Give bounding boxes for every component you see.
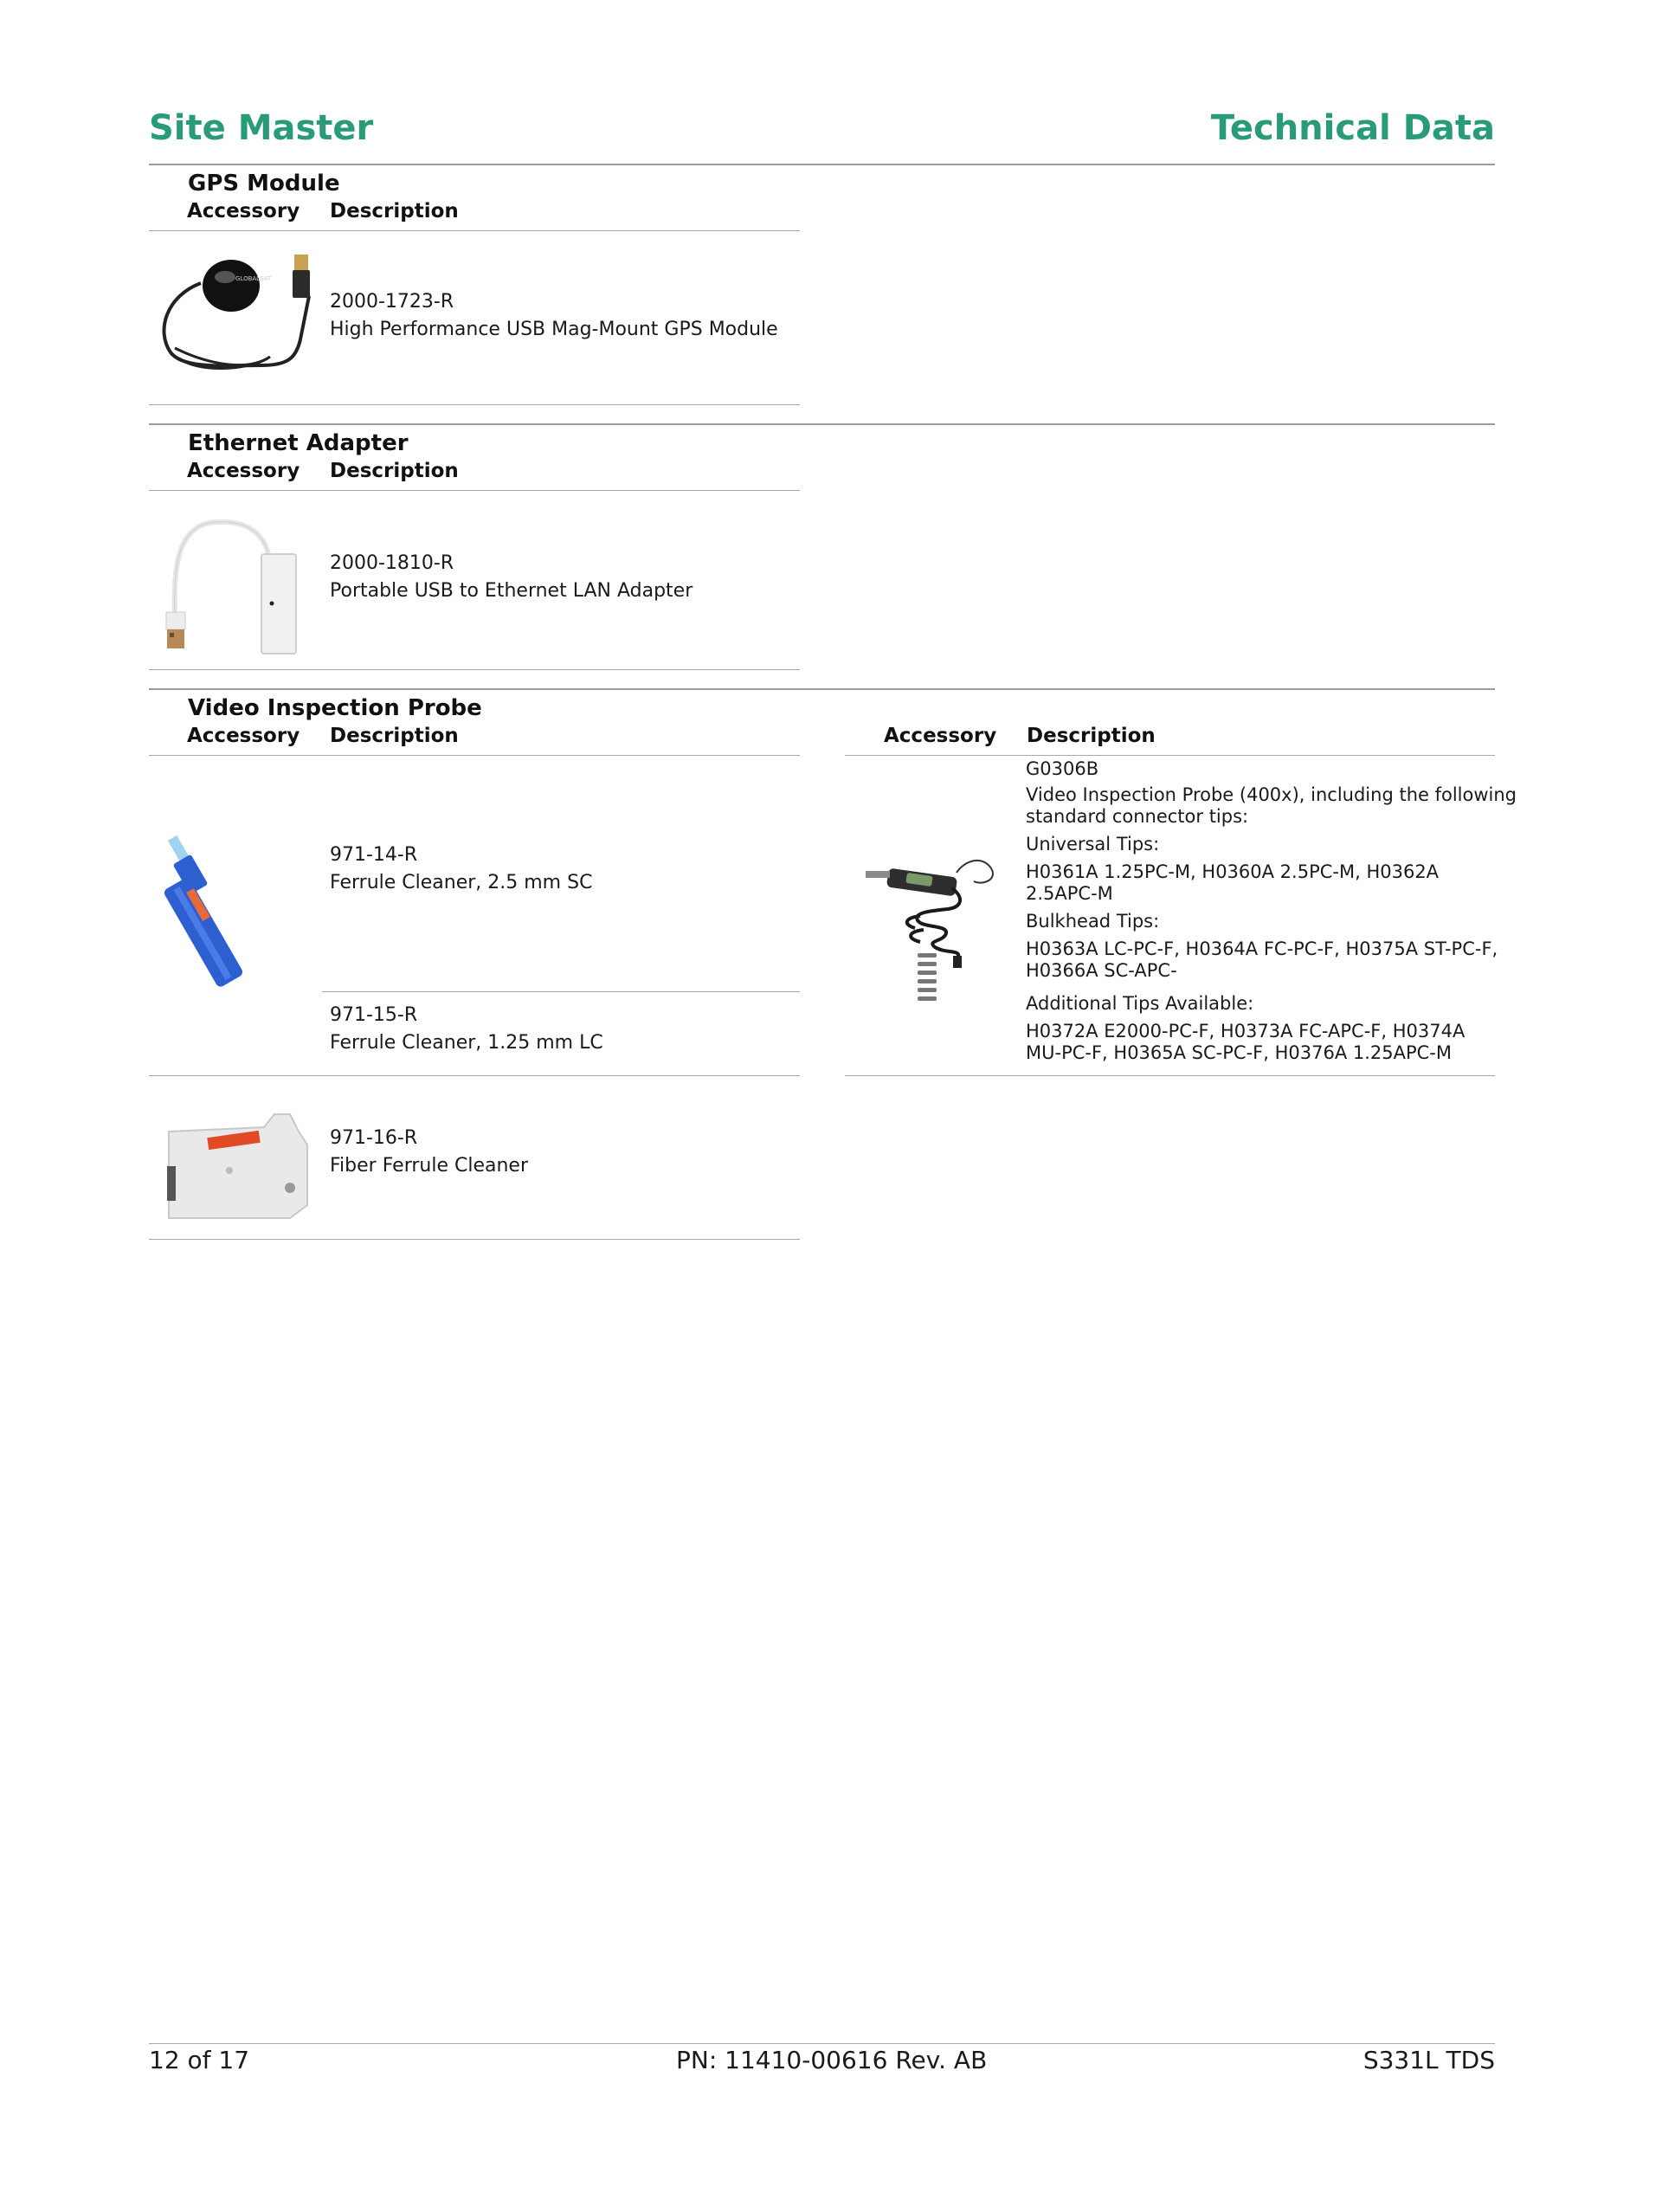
ethernet-top-rule: [149, 423, 1495, 425]
video-item-1-part: 971-14-R: [330, 844, 418, 866]
ethernet-part-number: 2000-1810-R: [330, 552, 454, 574]
footer-doc-name: S331L TDS: [1362, 2046, 1495, 2074]
probe-additional-line-1: H0372A E2000-PC-F, H0373A FC-APC-F, H0374A: [1026, 1021, 1466, 1042]
ethernet-col-description: Description: [330, 460, 459, 482]
ferrule-cleaner-image: [156, 831, 312, 991]
video-right-bottom-rule: [845, 1075, 1495, 1076]
video-right-col-accessory: Accessory: [884, 725, 997, 747]
footer-part-number: PN: 11410-00616 Rev. AB: [676, 2046, 988, 2074]
gps-part-number: 2000-1723-R: [330, 291, 454, 313]
video-inspection-probe-image: [853, 838, 1008, 1011]
video-left-col-description: Description: [330, 725, 459, 747]
header-left-title: Site Master: [149, 108, 374, 148]
video-item-2-description: Ferrule Cleaner, 1.25 mm LC: [330, 1032, 603, 1054]
header-rule: [149, 164, 1495, 165]
video-item-3-part: 971-16-R: [330, 1127, 418, 1149]
video-left-col-accessory: Accessory: [187, 725, 300, 747]
ethernet-section-title: Ethernet Adapter: [188, 430, 409, 456]
ethernet-bottom-rule: [149, 669, 800, 670]
probe-intro-line-2: standard connector tips:: [1026, 806, 1249, 827]
probe-universal-label: Universal Tips:: [1026, 834, 1160, 854]
header-right-title: Technical Data: [1210, 108, 1495, 148]
video-left-head-rule: [149, 755, 800, 756]
video-left-bottom-rule: [149, 1239, 800, 1240]
video-top-rule: [149, 688, 1495, 690]
gps-section-title: GPS Module: [188, 171, 340, 197]
probe-intro-line-1: Video Inspection Probe (400x), including the following: [1026, 784, 1517, 805]
probe-bulkhead-line-1: H0363A LC-PC-F, H0364A FC-PC-F, H0375A ST-PC-F,: [1026, 938, 1498, 959]
probe-part-number: G0306B: [1026, 758, 1099, 779]
probe-additional-label: Additional Tips Available:: [1026, 993, 1254, 1014]
usb-ethernet-adapter-image: [156, 515, 307, 662]
video-item-2-part: 971-15-R: [330, 1004, 418, 1026]
gps-col-description: Description: [330, 200, 459, 222]
gps-description: High Performance USB Mag-Mount GPS Module: [330, 319, 778, 340]
probe-universal-line-1: H0361A 1.25PC-M, H0360A 2.5PC-M, H0362A: [1026, 861, 1440, 882]
video-right-head-rule: [845, 755, 1495, 756]
video-right-col-description: Description: [1027, 725, 1156, 747]
ethernet-col-accessory: Accessory: [187, 460, 300, 482]
probe-bulkhead-label: Bulkhead Tips:: [1026, 911, 1160, 932]
gps-module-image: [149, 244, 322, 391]
footer-page-number: 12 of 17: [149, 2046, 250, 2074]
video-left-inner-rule: [322, 991, 800, 992]
probe-universal-line-2: 2.5APC-M: [1026, 883, 1113, 904]
footer-rule: [149, 2043, 1495, 2044]
gps-bottom-rule: [149, 404, 800, 405]
probe-bulkhead-line-2: H0366A SC-APC-: [1026, 960, 1177, 981]
svg-text:GLOBALSAT: GLOBALSAT: [235, 275, 272, 282]
fiber-ferrule-cleaner-image: [160, 1110, 312, 1222]
video-section-title: Video Inspection Probe: [188, 695, 482, 721]
gps-head-rule: [149, 230, 800, 231]
video-item-3-description: Fiber Ferrule Cleaner: [330, 1155, 528, 1177]
video-left-mid-rule: [149, 1075, 800, 1076]
probe-additional-line-2: MU-PC-F, H0365A SC-PC-F, H0376A 1.25APC-M: [1026, 1042, 1453, 1063]
gps-col-accessory: Accessory: [187, 200, 300, 222]
video-item-1-description: Ferrule Cleaner, 2.5 mm SC: [330, 872, 593, 893]
ethernet-description: Portable USB to Ethernet LAN Adapter: [330, 580, 693, 602]
ethernet-head-rule: [149, 490, 800, 491]
